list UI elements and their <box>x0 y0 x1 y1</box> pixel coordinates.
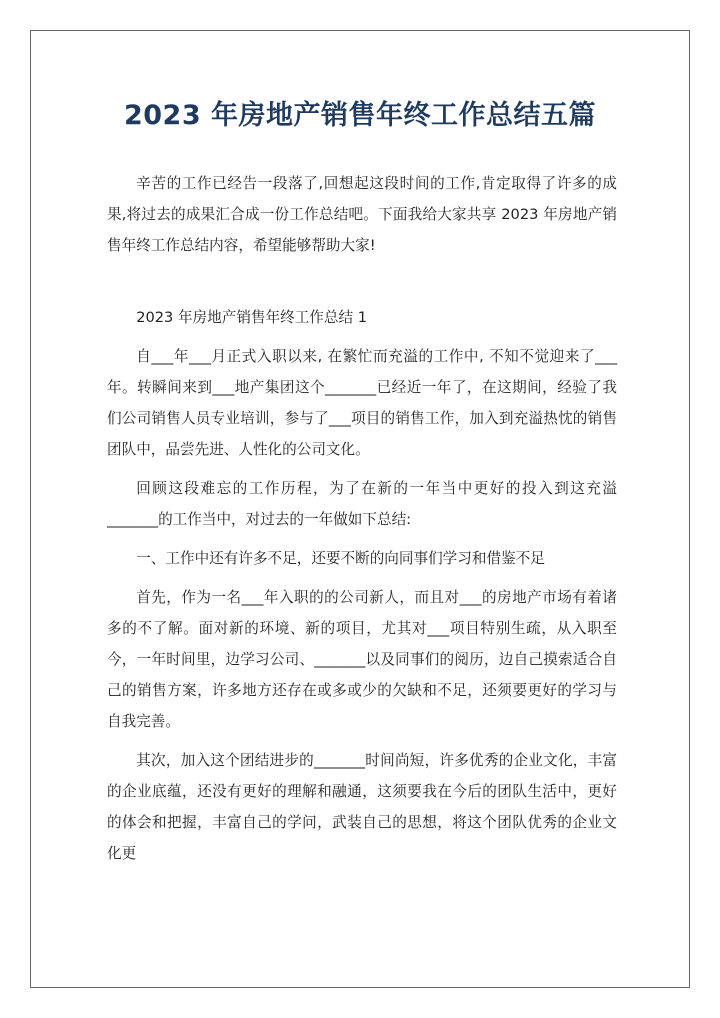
document-title: 2023 年房地产销售年终工作总结五篇 <box>123 100 597 131</box>
body-paragraph: 其次，加入这个团结进步的_______时间尚短，许多优秀的企业文化，丰富的企业底蕴，还没有更好的理解和融通，这须要我在今后的团队生活中，更好的体会和把握，丰富自己的学问，武装自己的思想，将这个团队优秀的企业文化更 <box>107 752 617 862</box>
intro-paragraph: 辛苦的工作已经告一段落了,回想起这段时间的工作,肯定取得了许多的成果,将过去的成果汇合成一份工作总结吧。下面我给大家共享 2023 年房地产销售年终工作总结内容，希望能够帮助大家! <box>107 175 617 254</box>
body-paragraph: 首先，作为一名___年入职的的公司新人，而且对___的房地产市场有着诸多的不了解。面对新的环境、新的项目，尤其对___项目特别生疏，从入职至今，一年时间里，边学习公司、_______以及同事们的阅历，边自己摸索适合自己的销售方案，许多地方还存在或多或少的欠缺和不足，还须要更好的学习与自我完善。 <box>107 589 617 730</box>
subheading-paragraph: 一、工作中还有许多不足，还要不断的向同事们学习和借鉴不足 <box>136 550 545 567</box>
document-body <box>107 168 617 869</box>
section-heading: 2023 年房地产销售年终工作总结 1 <box>136 309 368 326</box>
body-paragraph: 回顾这段难忘的工作历程，为了在新的一年当中更好的投入到这充溢_______的工作当中，对过去的一年做如下总结: <box>107 480 617 528</box>
body-paragraph: 自___年___月正式入职以来, 在繁忙而充溢的工作中, 不知不觉迎来了___年。转瞬间来到___地产集团这个_______已经近一年了，在这期间，经验了我们公司销售人员专业培训，参与了___项目的销售工作，加入到充溢热忱的销售团队中，品尝先进、人性化的公司文化。 <box>107 348 617 458</box>
